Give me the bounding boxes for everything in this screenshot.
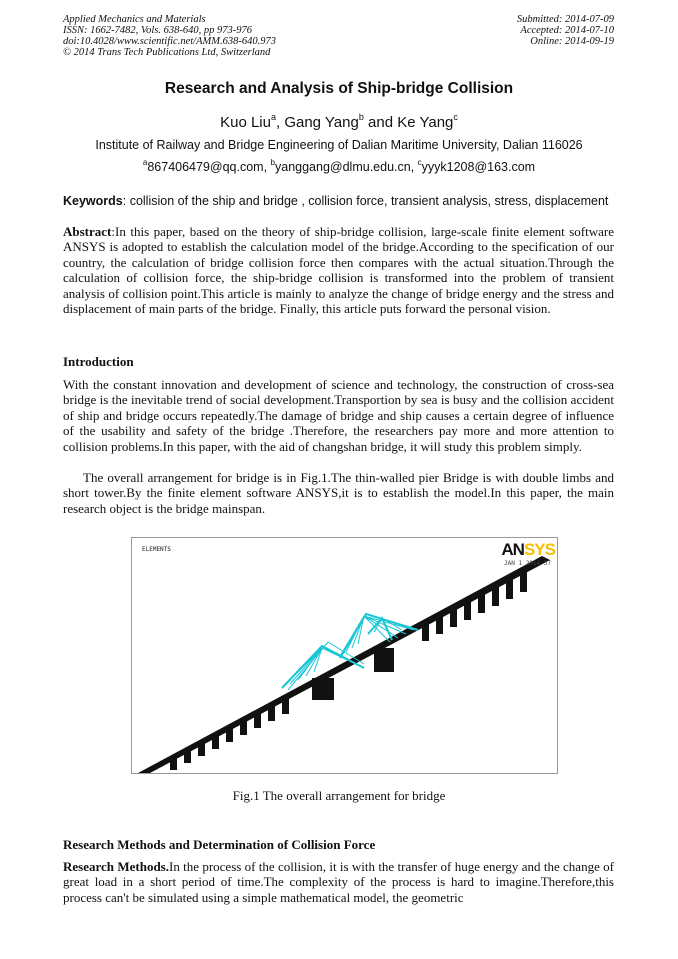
tower-base-1 [312, 678, 334, 700]
author-list [0, 112, 678, 131]
online-date: Online: 2014-09-19 [530, 36, 614, 47]
accepted-date: Accepted: 2014-07-10 [520, 25, 614, 36]
piers-left [170, 696, 289, 770]
email-1[interactable]: 867406479@qq.com, [147, 160, 271, 174]
author-1: Kuo Liu [220, 114, 271, 131]
submitted-date: Submitted: 2014-07-09 [516, 14, 614, 25]
bridge-model-drawing [132, 538, 557, 773]
figure-date-label: JAN 1 2014 37 [504, 560, 551, 567]
keywords [63, 194, 623, 208]
affiliation: Institute of Railway and Bridge Engineering of Dalian Maritime University, Dalian 116026 [95, 138, 583, 152]
figure-elements-label: ELEMENTS [142, 546, 171, 553]
methods-paragraph [63, 859, 614, 905]
author-3: and Ke Yang [363, 114, 454, 131]
doi-line: doi:10.4028/www.scientific.net/AMM.638-640.973 [63, 36, 276, 47]
email-1-sup: a [142, 158, 148, 167]
submission-dates [517, 14, 614, 47]
bridge-deck [138, 556, 550, 773]
stay-cables [282, 616, 414, 690]
author-1-sup: a [270, 112, 276, 122]
methods-heading: Research Methods and Determination of Collision Force [63, 837, 376, 852]
introduction-heading: Introduction [63, 354, 134, 369]
abstract-text: :In this paper, based on the theory of ship-bridge collision, large-scale finite element software ANSYS is adopted to establish the calculation model of the bridge.According to the specification of our country, the calculation of bridge collision force then compares with the actual situation.Through the calculation of collision force, the ship-bridge collision is transformed into the problem of transient analysis of collision point.This article is mainly to analyze the change of bridge energy and the stress and displacement of main parts of the bridge. Finally, this article puts forward the personal vision. [63, 224, 614, 317]
journal-info [63, 14, 276, 58]
ansys-logo: ANSYS [501, 540, 555, 559]
email-list [0, 158, 678, 174]
intro-paragraph-2: The overall arrangement for bridge is in Fig.1.The thin-walled pier Bridge is with double limbs and short tower.By the finite element software ANSYS,it is to establish the model.In this paper, the main research object is the bridge mainspan. [63, 470, 614, 516]
copyright-line: © 2014 Trans Tech Publications Ltd, Switzerland [63, 47, 271, 58]
piers-right [422, 571, 527, 641]
figure-caption: Fig.1 The overall arrangement for bridge [232, 788, 446, 803]
author-2: , Gang Yang [275, 114, 359, 131]
tower-base-2 [374, 648, 394, 672]
methods-label: Research Methods. [63, 859, 169, 874]
email-3-sup: c [417, 158, 422, 167]
email-2[interactable]: yanggang@dlmu.edu.cn, [275, 160, 418, 174]
author-3-sup: c [453, 112, 458, 122]
abstract-label: Abstract [63, 224, 112, 239]
keywords-text: : collision of the ship and bridge , collision force, transient analysis, stress, displacement [122, 194, 609, 208]
intro-paragraph-1: With the constant innovation and development of science and technology, the construction of cross-sea bridge is the inevitable trend of social development.Transportion by sea is busy and the collision accident of ship and bridge occurs repeatedly.The damage of bridge and ship causes a certain degree of influence of the usability and safety of the bridge .Therefore, the researchers pay more and more attention to collision problems.In this paper, with the aid of changshan bridge, it will study this problem simply. [63, 377, 614, 454]
journal-name: Applied Mechanics and Materials [63, 14, 206, 25]
bridge-figure [131, 537, 558, 774]
keywords-label: Keywords [63, 194, 123, 208]
issn-line: ISSN: 1662-7482, Vols. 638-640, pp 973-976 [63, 25, 252, 36]
methods-text: In the process of the collision, it is with the transfer of huge energy and the change of great load in a short period of time.The complexity of the process is hard to imagine.Therefore,this process can't be simulated using a simple mathematical model, the geometric [63, 859, 614, 905]
author-2-sup: b [358, 112, 364, 122]
email-2-sup: b [270, 158, 275, 167]
email-3[interactable]: yyyk1208@163.com [421, 160, 536, 174]
abstract [63, 224, 614, 316]
paper-title: Research and Analysis of Ship-bridge Collision [164, 80, 514, 97]
